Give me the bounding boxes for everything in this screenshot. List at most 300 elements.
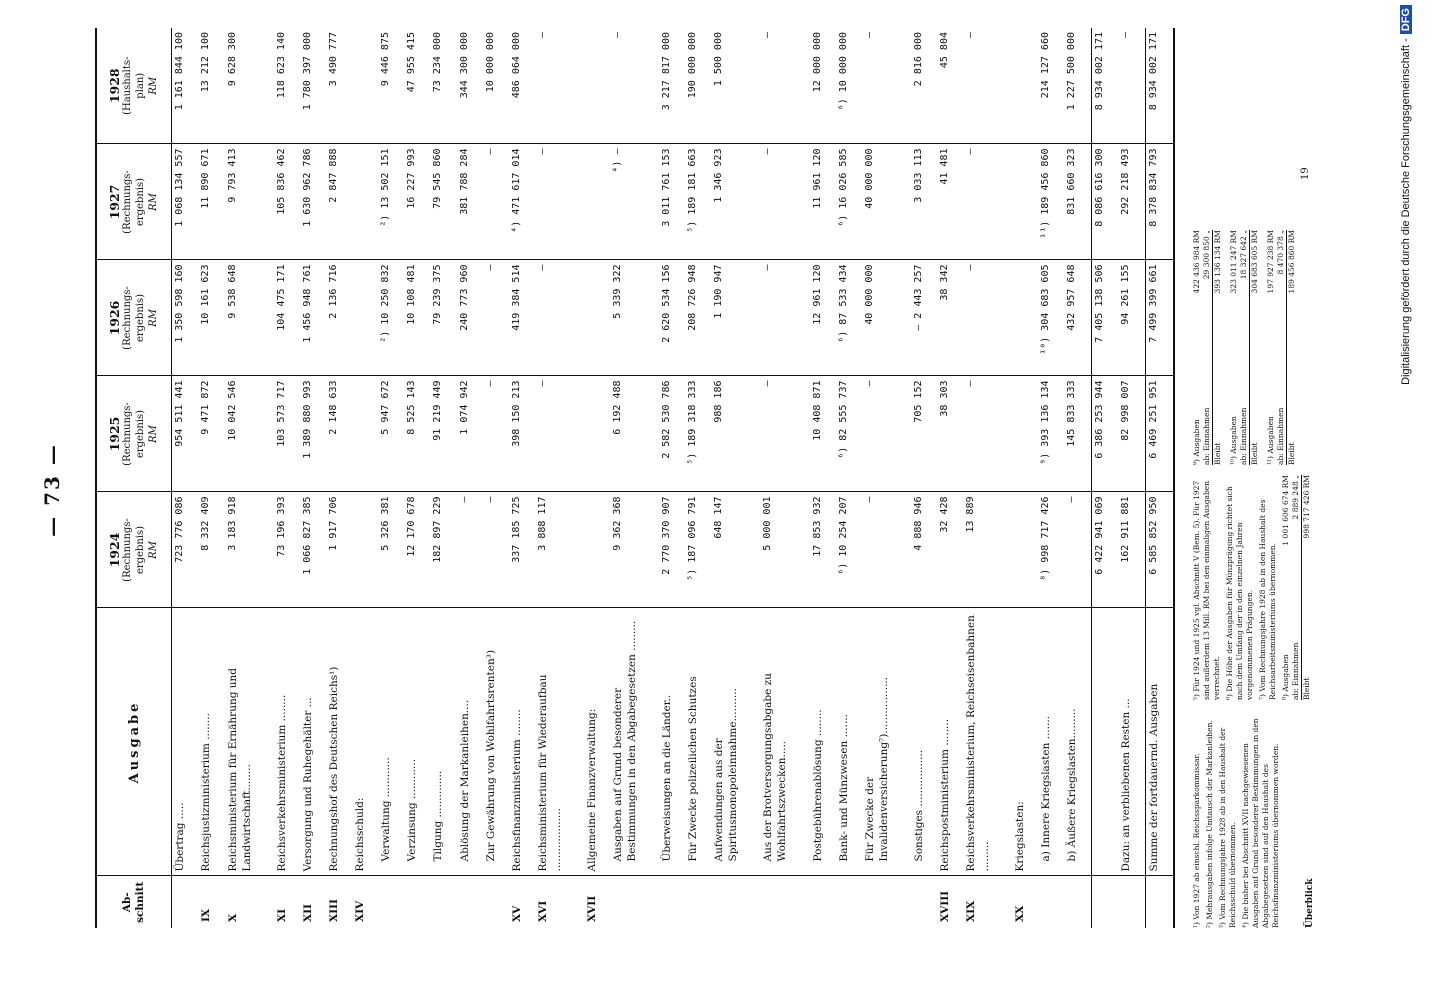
value-cell: 79 545 860: [430, 144, 456, 260]
footnote: ⁵) Für 1924 und 1925 vgl. Abschnitt V (Bem. 5). Für 1927 sind außerdem 13 Mill. RM bei den einmaligen Ausgaben verrechnet.: [1192, 480, 1221, 700]
table-row: [685, 28, 711, 928]
calc-label: ab: Einnahmen: [1202, 407, 1211, 465]
value-cell: 79 239 375: [430, 260, 456, 376]
value-cell: 705 152: [911, 376, 937, 492]
value-cell: 5 326 381: [378, 492, 404, 608]
value-cell: ⁶) 87 533 434: [836, 260, 862, 376]
section-number: XV: [510, 905, 523, 922]
value-cell: ⁴) —: [610, 144, 659, 260]
value-cell: 104 475 171: [274, 260, 300, 376]
row-label: Reichsschuld:: [352, 608, 378, 876]
value-cell: 240 773 960: [457, 260, 483, 376]
row-label: Verwaltung ............: [378, 608, 404, 876]
calc-label: Bleibt: [1213, 442, 1222, 465]
section-number: XVI: [537, 900, 550, 922]
value-cell: [1012, 492, 1038, 608]
section-number: XIX: [965, 900, 978, 922]
expenditure-table: [95, 28, 1175, 928]
value-cell: 648 147: [711, 492, 760, 608]
value-cell: —: [457, 492, 483, 608]
value-cell: 9 793 413: [225, 144, 274, 260]
table-row: [937, 28, 963, 928]
row-label: Für Zwecke polizeilichen Schutzes: [685, 608, 711, 876]
header-year-label: 1924: [107, 532, 122, 568]
value-cell: 162 911 881: [1118, 492, 1145, 608]
header-year-label: 1927: [107, 184, 122, 220]
value-cell: —: [1118, 28, 1145, 144]
section-number: [457, 876, 483, 928]
value-cell: —: [760, 28, 809, 144]
value-cell: 17 853 932: [810, 492, 836, 608]
calc-label: ab: Einnahmen: [1239, 407, 1248, 465]
header-year-unit: RM: [148, 193, 159, 211]
dfg-logo-badge: DFG: [1400, 5, 1412, 34]
row-label: Summe der fortdauernd. Ausgaben: [1145, 608, 1174, 876]
section-number: XI: [275, 908, 288, 922]
value-cell: [352, 144, 378, 260]
footnote: ⁴) Die bisher bei Abschnitt XVII nachgewiesenen Ausgaben auf Grund besonderer Bestimmungen in den Abgabegesetzen sind auf den Haushalt des Reichsfinanzministeriums übernommen worden.: [1241, 718, 1280, 928]
row-label: Reichsjustizministerium ........: [198, 608, 224, 876]
value-cell: ⁶) 16 026 585: [836, 144, 862, 260]
section-number: [711, 876, 760, 928]
section-number: [610, 876, 659, 928]
value-cell: 6 192 488: [610, 376, 659, 492]
section-number: XVIII: [938, 890, 951, 922]
value-cell: 9 446 875: [378, 28, 404, 144]
value-cell: ⁵) 189 318 333: [685, 376, 711, 492]
page-number-header: — 73 —: [40, 443, 64, 537]
value-cell: 2 620 534 156: [659, 260, 685, 376]
value-cell: 7 405 138 506: [1091, 260, 1118, 376]
header-year-label: 1928: [107, 68, 122, 104]
table-header-row: [96, 28, 172, 928]
header-year-unit: RM: [148, 425, 159, 443]
value-cell: 3 033 113: [911, 144, 937, 260]
table-row: [836, 28, 862, 928]
value-cell: 208 726 948: [685, 260, 711, 376]
value-cell: 2 136 716: [326, 260, 352, 376]
value-cell: [352, 260, 378, 376]
table-row: [911, 28, 937, 928]
calc-label: ¹⁰) Ausgaben: [1229, 416, 1238, 465]
row-label: Aus der Brotversorgungsabgabe zu Wohlfahrtszwecken.....: [760, 608, 809, 876]
value-cell: 13 889: [963, 492, 1012, 608]
value-cell: 1 161 844 100: [172, 28, 199, 144]
header-year: [96, 28, 172, 144]
value-cell: 8 934 002 171: [1091, 28, 1118, 144]
calc-label: ¹¹) Ausgaben: [1266, 416, 1275, 465]
table-row: [274, 28, 300, 928]
section-number: [378, 876, 404, 928]
value-cell: 419 384 514: [509, 260, 535, 376]
table-row: [483, 28, 509, 928]
value-cell: ⁹) 393 136 134: [1038, 376, 1064, 492]
value-cell: ²) 10 250 832: [378, 260, 404, 376]
value-cell: 182 897 229: [430, 492, 456, 608]
value-cell: 2 148 633: [326, 376, 352, 492]
value-cell: 6 469 251 951: [1145, 376, 1174, 492]
value-cell: 432 957 648: [1064, 260, 1091, 376]
value-cell: —: [760, 376, 809, 492]
table-row: [535, 28, 584, 928]
value-cell: 8 378 834 793: [1145, 144, 1174, 260]
footnote: ³) Vom Rechnungsjahre 1928 ab in den Haushalt der Reichsschuld übernommen.: [1218, 727, 1237, 928]
row-label: Versorgung und Ruhegehälter ...: [300, 608, 326, 876]
row-label: Zur Gewährung von Wohlfahrtsrenten³): [483, 608, 509, 876]
value-cell: 3 490 777: [326, 28, 352, 144]
value-cell: 1 350 598 160: [172, 260, 199, 376]
value-cell: 12 000 000: [810, 28, 836, 144]
value-cell: 145 833 333: [1064, 376, 1091, 492]
value-cell: —: [1064, 492, 1091, 608]
value-cell: 12 170 678: [404, 492, 430, 608]
value-cell: 47 955 415: [404, 28, 430, 144]
table-row: [225, 28, 274, 928]
table-row: [457, 28, 483, 928]
value-cell: —: [483, 144, 509, 260]
calc-value: 393 136 134 RM: [1213, 230, 1222, 294]
row-label: Reichsverkehrsministerium ........: [274, 608, 300, 876]
table-row: [1064, 28, 1091, 928]
value-cell: 1 066 827 385: [300, 492, 326, 608]
value-cell: [584, 376, 610, 492]
header-year-sub: (Rechnungs- ergebnis): [122, 170, 146, 234]
section-number: [404, 876, 430, 928]
header-ausgabe: Ausgabe: [96, 608, 172, 876]
calc-value: 323 011 247 RM: [1229, 230, 1238, 294]
value-cell: ⁶) 10 000 000: [836, 28, 862, 144]
value-cell: [584, 28, 610, 144]
value-cell: 1 346 923: [711, 144, 760, 260]
value-cell: 9 538 648: [225, 260, 274, 376]
value-cell: 2 770 370 907: [659, 492, 685, 608]
section-number: [1145, 876, 1174, 928]
value-cell: 4 888 946: [911, 492, 937, 608]
value-cell: —: [483, 260, 509, 376]
value-cell: 8 332 409: [198, 492, 224, 608]
value-cell: [352, 376, 378, 492]
value-cell: 292 218 493: [1118, 144, 1145, 260]
header-year-unit: RM: [148, 309, 159, 327]
value-cell: —: [483, 492, 509, 608]
section-number: [1118, 876, 1145, 928]
value-cell: —: [535, 260, 584, 376]
calc-label: Bleibt: [1287, 442, 1296, 465]
row-label: Tilgung ..............: [430, 608, 456, 876]
value-cell: 1 190 947: [711, 260, 760, 376]
value-cell: —: [760, 144, 809, 260]
value-cell: 10 000 000: [483, 28, 509, 144]
value-cell: —: [963, 144, 1012, 260]
calc-label: Bleibt: [1250, 442, 1259, 465]
table-row: [352, 28, 378, 928]
section-number: XX: [1014, 905, 1027, 922]
value-cell: 190 000 000: [685, 28, 711, 144]
value-cell: —: [862, 376, 911, 492]
value-cell: 32 428: [937, 492, 963, 608]
value-cell: [1012, 260, 1038, 376]
value-cell: [1012, 28, 1038, 144]
header-year: [96, 260, 172, 376]
section-number: [659, 876, 685, 928]
value-cell: 11 961 120: [810, 144, 836, 260]
calc-label: ⁹) Ausgaben: [1192, 419, 1201, 465]
value-cell: —: [862, 492, 911, 608]
row-label: b) Äußere Kriegslasten.........: [1064, 608, 1091, 876]
value-cell: 1 630 962 786: [300, 144, 326, 260]
value-cell: 7 499 399 661: [1145, 260, 1174, 376]
table-row: [172, 28, 199, 928]
header-year-sub: (Rechnungs- ergebnis): [122, 402, 146, 466]
value-cell: [584, 144, 610, 260]
section-number: [483, 876, 509, 928]
section-number: [685, 876, 711, 928]
value-cell: 12 961 120: [810, 260, 836, 376]
row-label: Dazu: an verbliebenen Resten ...: [1118, 608, 1145, 876]
row-label: Ausgaben auf Grund besonderer Bestimmungen in den Abgabegesetzen .........: [610, 608, 659, 876]
value-cell: 10 108 481: [404, 260, 430, 376]
value-cell: 9 362 368: [610, 492, 659, 608]
header-year-unit: RM: [148, 76, 159, 95]
section-number: [1064, 876, 1091, 928]
table-body: [172, 28, 1175, 928]
value-cell: 40 000 000: [862, 260, 911, 376]
table-row: [810, 28, 836, 928]
value-cell: 9 471 872: [198, 376, 224, 492]
table-row: [862, 28, 911, 928]
row-label: Reichsverkehrsministerium, Reichseisenbahnen .........: [963, 608, 1012, 876]
value-cell: 5 339 322: [610, 260, 659, 376]
value-cell: 344 300 000: [457, 28, 483, 144]
value-cell: 2 847 888: [326, 144, 352, 260]
table-row: [963, 28, 1012, 928]
table-row: [430, 28, 456, 928]
section-number: XII: [301, 904, 314, 922]
section-number: [1038, 876, 1064, 928]
section-number: [760, 876, 809, 928]
calc-value: 304 683 605 RM: [1250, 230, 1259, 294]
footnote: ⁶) Die Höhe der Ausgaben für Münzprägung richtet sich nach dem Umfang der in den einzelnen Jahren vorgenommenen Prägungen.: [1225, 486, 1254, 700]
value-cell: —: [535, 376, 584, 492]
calc-value: 2 889 248 „: [1291, 475, 1300, 520]
value-cell: —: [963, 376, 1012, 492]
header-year: [96, 376, 172, 492]
row-label: Postgebührenablösung ........: [810, 608, 836, 876]
value-cell: 2 582 530 786: [659, 376, 685, 492]
header-year-label: 1926: [107, 300, 122, 336]
table-row: [760, 28, 809, 928]
row-label: Ablösung der Markanleihen....: [457, 608, 483, 876]
value-cell: 94 261 155: [1118, 260, 1145, 376]
table-row: [1118, 28, 1145, 928]
header-year-unit: RM: [148, 541, 159, 559]
value-cell: 73 234 000: [430, 28, 456, 144]
section-number: X: [226, 913, 239, 922]
header-abschnitt: Ab- schnitt: [96, 876, 172, 928]
table-row: [1091, 28, 1118, 928]
table-row: [1145, 28, 1174, 928]
value-cell: 105 836 462: [274, 144, 300, 260]
table-row: [1012, 28, 1038, 928]
value-cell: ²) 13 502 151: [378, 144, 404, 260]
value-cell: 38 342: [937, 260, 963, 376]
value-cell: 41 481: [937, 144, 963, 260]
value-cell: 6 386 253 944: [1091, 376, 1118, 492]
table-row: [378, 28, 404, 928]
section-number: XIV: [354, 900, 367, 922]
footnote: ²) Mehrausgaben infolge Umtausch der Markanleihen.: [1205, 720, 1214, 928]
footnotes-left: [1192, 713, 1284, 928]
value-cell: 1 074 942: [457, 376, 483, 492]
section-number: [862, 876, 911, 928]
value-cell: 103 573 717: [274, 376, 300, 492]
value-cell: 486 064 000: [509, 28, 535, 144]
row-label: Reichsministerium für Ernährung und Landwirtschaft........: [225, 608, 274, 876]
calc-value: 422 436 984 RM: [1192, 230, 1201, 294]
value-cell: 3 217 817 000: [659, 28, 685, 144]
table-row: [198, 28, 224, 928]
value-cell: ¹¹) 189 456 860: [1038, 144, 1064, 260]
value-cell: 3 183 918: [225, 492, 274, 608]
value-cell: 73 196 393: [274, 492, 300, 608]
row-label: Verzinsung ............: [404, 608, 430, 876]
value-cell: 10 161 623: [198, 260, 224, 376]
section-number: [911, 876, 937, 928]
row-label: Reichsministerium für Wiederaufbau ...................: [535, 608, 584, 876]
header-year-sub: (Haushalts- plan): [122, 56, 146, 115]
table-row: [610, 28, 659, 928]
value-cell: ¹⁰) 304 683 605: [1038, 260, 1064, 376]
table-row: [300, 28, 326, 928]
footnotes-middle: [1192, 475, 1318, 700]
calc-label: ab: Einnahmen: [1276, 407, 1285, 465]
calc-label: ⁸) Ausgaben: [1281, 654, 1290, 700]
footnote-calculation-10: [1229, 230, 1260, 465]
value-cell: 10 408 871: [810, 376, 836, 492]
calc-value: 189 456 860 RM: [1287, 230, 1296, 294]
value-cell: —: [963, 260, 1012, 376]
value-cell: 337 185 725: [509, 492, 535, 608]
header-year-label: 1925: [107, 416, 122, 452]
row-label: Für Zwecke der Invalidenversicherung⁷).................: [862, 608, 911, 876]
value-cell: 6 422 941 069: [1091, 492, 1118, 608]
section-number: [172, 876, 199, 928]
value-cell: [352, 28, 378, 144]
value-cell: 1 780 397 000: [300, 28, 326, 144]
value-cell: 40 000 000: [862, 144, 911, 260]
value-cell: 118 623 140: [274, 28, 300, 144]
value-cell: ⁶) 82 555 737: [836, 376, 862, 492]
value-cell: —: [535, 28, 584, 144]
calc-value: 18 327 642 „: [1239, 230, 1248, 280]
value-cell: 1 917 706: [326, 492, 352, 608]
value-cell: —: [483, 376, 509, 492]
value-cell: 381 788 284: [457, 144, 483, 260]
value-cell: [1012, 144, 1038, 260]
footnote-calculation-11: [1266, 230, 1297, 465]
row-label: Reichspostministerium ........: [937, 608, 963, 876]
section-number: XIII: [327, 899, 340, 922]
footer-ueberblick: Überblick: [1305, 878, 1315, 928]
value-cell: 13 212 100: [198, 28, 224, 144]
row-label: Allgemeine Finanzverwaltung:: [584, 608, 610, 876]
table-row: [711, 28, 760, 928]
value-cell: —: [610, 28, 659, 144]
value-cell: 1 456 948 761: [300, 260, 326, 376]
value-cell: ⁴) 471 617 014: [509, 144, 535, 260]
section-number: [430, 876, 456, 928]
row-label: Bank- und Münzwesen .......: [836, 608, 862, 876]
footnote: ¹) Von 1927 ab einschl. Reichssparkommissar.: [1192, 753, 1201, 928]
dfg-credit-text: Digitalisierung gefördert durch die Deutsche Forschungsgemeinschaft -: [1400, 38, 1412, 385]
value-cell: [584, 492, 610, 608]
value-cell: 988 186: [711, 376, 760, 492]
value-cell: [352, 492, 378, 608]
calc-value: 998 717 426 RM: [1302, 475, 1311, 539]
row-label: Rechnungshof des Deutschen Reichs¹): [326, 608, 352, 876]
section-number: [810, 876, 836, 928]
value-cell: ⁵) 189 181 663: [685, 144, 711, 260]
value-cell: 1 389 880 993: [300, 376, 326, 492]
value-cell: 398 150 213: [509, 376, 535, 492]
calc-label: Bleibt: [1302, 677, 1311, 700]
table-row: [1038, 28, 1064, 928]
value-cell: [584, 260, 610, 376]
table-row: [584, 28, 610, 928]
section-number: IX: [200, 908, 213, 922]
table-row: [326, 28, 352, 928]
row-label: Sonstiges .................: [911, 608, 937, 876]
value-cell: 45 804: [937, 28, 963, 144]
calc-value: 8 470 378 „: [1276, 230, 1285, 275]
value-cell: 5 947 672: [378, 376, 404, 492]
value-cell: 10 042 546: [225, 376, 274, 492]
row-label: a) Innere Kriegslasten .......: [1038, 608, 1064, 876]
footer-sheet-number: 19: [1300, 167, 1311, 180]
table-row: [509, 28, 535, 928]
value-cell: —: [963, 28, 1012, 144]
footnotes-right: [1192, 230, 1303, 465]
header-year: [96, 144, 172, 260]
value-cell: 3 888 117: [535, 492, 584, 608]
value-cell: ⁶) 10 254 207: [836, 492, 862, 608]
row-label: Überweisungen an die Länder..: [659, 608, 685, 876]
value-cell: 723 776 086: [172, 492, 199, 608]
value-cell: 82 998 007: [1118, 376, 1145, 492]
value-cell: —: [760, 260, 809, 376]
value-cell: 11 890 671: [198, 144, 224, 260]
row-label: Aufwendungen aus der Spiritusmonopoleinnahme..........: [711, 608, 760, 876]
value-cell: [1012, 376, 1038, 492]
header-year-sub: (Rechnungs- ergebnis): [122, 286, 146, 350]
table-row: [404, 28, 430, 928]
value-cell: 3 011 761 153: [659, 144, 685, 260]
calc-label: ab: Einnahmen: [1291, 642, 1300, 700]
calc-value: 197 927 238 RM: [1266, 230, 1275, 294]
value-cell: 91 219 449: [430, 376, 456, 492]
value-cell: 5 000 001: [760, 492, 809, 608]
row-label: Übertrag .....: [172, 608, 199, 876]
section-number: [836, 876, 862, 928]
calc-value: 1 001 606 674 RM: [1281, 475, 1290, 546]
value-cell: 214 127 660: [1038, 28, 1064, 144]
dfg-credit-line: [1400, 5, 1412, 990]
value-cell: 8 934 002 171: [1145, 28, 1174, 144]
value-cell: 954 511 441: [172, 376, 199, 492]
footnote-calculation-8: [1281, 475, 1312, 700]
row-label: Reichsfinanzministerium ........: [509, 608, 535, 876]
header-year: [96, 492, 172, 608]
